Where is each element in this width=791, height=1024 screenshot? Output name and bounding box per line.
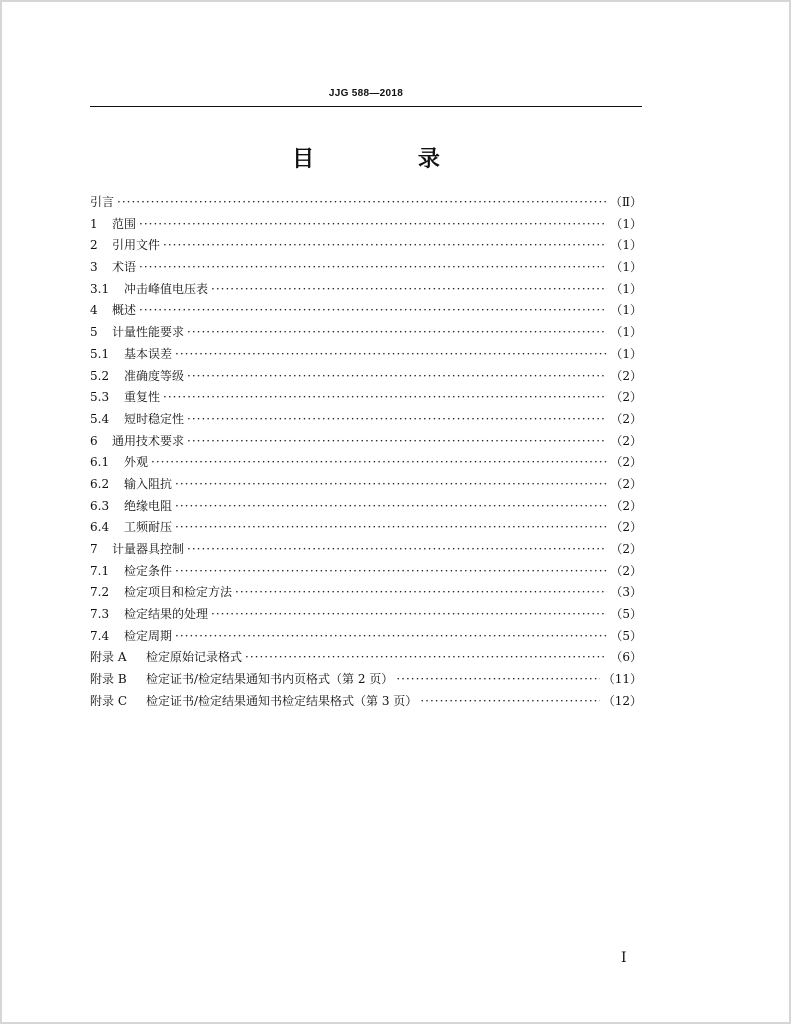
dot-leader <box>211 279 607 301</box>
toc-entry[interactable] <box>90 344 642 366</box>
toc-entry-page: （Ⅱ） <box>609 195 642 209</box>
toc-entry[interactable] <box>90 300 642 322</box>
toc-entry-page: （1） <box>610 346 642 361</box>
toc-entry-title: 术语 <box>112 260 137 275</box>
toc-entry[interactable] <box>90 604 642 626</box>
dot-leader <box>187 539 607 561</box>
toc-entry[interactable] <box>90 366 642 388</box>
dot-leader <box>139 300 607 322</box>
toc-entry-number: 附录 A <box>90 650 127 665</box>
dot-leader <box>396 669 599 691</box>
toc-entry-title: 概述 <box>112 303 137 318</box>
toc-entry-number: 4 <box>90 303 98 318</box>
toc-entry-page: （2） <box>610 520 642 535</box>
dot-leader <box>139 257 607 279</box>
toc-entry[interactable] <box>90 192 642 214</box>
toc-entry-page: （2） <box>610 390 642 405</box>
toc-entry-page: （2） <box>610 433 642 448</box>
toc-entry[interactable] <box>90 257 642 279</box>
toc-entry[interactable] <box>90 235 642 257</box>
toc-entry-title: 检定周期 <box>124 628 173 643</box>
dot-leader <box>117 192 607 214</box>
page-number: I <box>621 950 627 966</box>
toc-entry-number: 7.3 <box>90 607 110 622</box>
toc-entry[interactable] <box>90 214 642 236</box>
toc-entry-number: 5.3 <box>90 390 110 405</box>
toc-entry-title: 输入阻抗 <box>124 476 173 491</box>
toc-entry-number: 5.2 <box>90 368 110 383</box>
toc-entry-title: 重复性 <box>124 390 161 405</box>
toc-entry-title: 通用技术要求 <box>112 433 185 448</box>
toc-entry-page: （5） <box>610 628 642 643</box>
toc-entry[interactable] <box>90 452 642 474</box>
toc-entry-page: （1） <box>610 281 642 296</box>
toc-entry-number: 6 <box>90 433 98 448</box>
toc-entry-page: （1） <box>610 260 642 275</box>
toc-entry-number: 附录 B <box>90 672 127 687</box>
toc-entry-page: （11） <box>602 672 642 687</box>
toc-entry-page: （2） <box>610 476 642 491</box>
toc-entry[interactable] <box>90 431 642 453</box>
toc-entry-page: （1） <box>610 303 642 318</box>
toc-entry-number: 7 <box>90 542 98 556</box>
table-of-contents <box>90 192 642 713</box>
toc-entry-title: 检定原始记录格式 <box>146 650 243 665</box>
toc-entry-page: （1） <box>610 216 642 231</box>
toc-entry-page: （12） <box>602 693 642 708</box>
toc-entry-page: （2） <box>610 542 642 556</box>
toc-entry[interactable] <box>90 496 642 518</box>
toc-entry-page: （2） <box>610 498 642 513</box>
toc-entry-title: 引用文件 <box>112 238 161 253</box>
toc-entry-title: 工频耐压 <box>124 520 173 535</box>
dot-leader <box>235 582 607 604</box>
toc-entry-page: （1） <box>610 325 642 340</box>
dot-leader <box>187 431 607 453</box>
standard-code-header: JJG 588—2018 <box>328 88 404 99</box>
toc-entry-page: （6） <box>610 650 642 665</box>
dot-leader <box>175 626 607 648</box>
toc-entry-number: 3 <box>90 260 98 275</box>
toc-entry-number: 7.2 <box>90 585 110 600</box>
toc-entry-page: （2） <box>610 455 642 470</box>
dot-leader <box>211 604 607 626</box>
toc-entry-number: 7.1 <box>90 563 110 578</box>
toc-entry-title: 引言 <box>90 195 115 209</box>
dot-leader <box>187 409 607 431</box>
toc-entry-page: （5） <box>610 607 642 622</box>
toc-title: 目 录 <box>292 147 488 172</box>
dot-leader <box>151 452 607 474</box>
toc-entry-title: 检定证书/检定结果通知书检定结果格式（第 3 页） <box>146 693 418 708</box>
toc-entry-title: 绝缘电阻 <box>124 498 173 513</box>
toc-entry[interactable] <box>90 517 642 539</box>
dot-leader <box>245 647 607 669</box>
toc-entry-page: （3） <box>610 585 642 600</box>
toc-entry-number: 6.3 <box>90 498 110 513</box>
dot-leader <box>187 366 607 388</box>
toc-entry[interactable] <box>90 409 642 431</box>
dot-leader <box>163 387 607 409</box>
toc-entry[interactable] <box>90 539 642 561</box>
toc-entry[interactable] <box>90 647 642 669</box>
toc-entry-page: （1） <box>610 238 642 253</box>
dot-leader <box>187 322 607 344</box>
dot-leader <box>175 474 607 496</box>
dot-leader <box>139 214 607 236</box>
dot-leader <box>175 561 607 583</box>
toc-entry[interactable] <box>90 474 642 496</box>
toc-entry-title: 准确度等级 <box>124 368 185 383</box>
toc-entry-title: 检定条件 <box>124 563 173 578</box>
toc-entry[interactable] <box>90 279 642 301</box>
toc-entry[interactable] <box>90 387 642 409</box>
toc-entry-title: 计量性能要求 <box>112 325 185 340</box>
dot-leader <box>175 344 607 366</box>
toc-entry-number: 7.4 <box>90 628 110 643</box>
toc-entry-title: 范围 <box>112 216 137 231</box>
toc-entry-page: （2） <box>610 563 642 578</box>
toc-entry-title: 冲击峰值电压表 <box>124 281 209 296</box>
toc-entry-number: 5.1 <box>90 346 110 361</box>
toc-entry-page: （2） <box>610 368 642 383</box>
toc-entry-title: 检定结果的处理 <box>124 607 209 622</box>
dot-leader <box>175 517 607 539</box>
toc-entry-number: 6.4 <box>90 520 110 535</box>
toc-entry[interactable] <box>90 669 642 691</box>
toc-entry-number: 附录 C <box>90 693 127 708</box>
toc-entry[interactable] <box>90 691 642 713</box>
toc-entry-number: 1 <box>90 216 98 231</box>
toc-entry[interactable] <box>90 582 642 604</box>
toc-entry[interactable] <box>90 322 642 344</box>
dot-leader <box>163 235 607 257</box>
header-divider <box>90 106 642 107</box>
toc-entry-title: 检定证书/检定结果通知书内页格式（第 2 页） <box>146 672 394 687</box>
toc-entry-title: 基本误差 <box>124 346 173 361</box>
toc-entry-number: 5 <box>90 325 98 340</box>
toc-entry-page: （2） <box>610 411 642 426</box>
toc-entry-title: 短时稳定性 <box>124 411 185 426</box>
toc-entry-number: 6.2 <box>90 476 110 491</box>
toc-entry-number: 6.1 <box>90 455 110 470</box>
toc-entry-title: 外观 <box>124 455 149 470</box>
toc-entry-number: 2 <box>90 238 98 253</box>
toc-entry[interactable] <box>90 561 642 583</box>
toc-entry-title: 计量器具控制 <box>112 542 185 556</box>
toc-entry[interactable] <box>90 626 642 648</box>
dot-leader <box>420 691 599 713</box>
toc-entry-title: 检定项目和检定方法 <box>124 585 233 600</box>
toc-entry-number: 3.1 <box>90 281 110 296</box>
dot-leader <box>175 496 607 518</box>
toc-entry-number: 5.4 <box>90 411 110 426</box>
